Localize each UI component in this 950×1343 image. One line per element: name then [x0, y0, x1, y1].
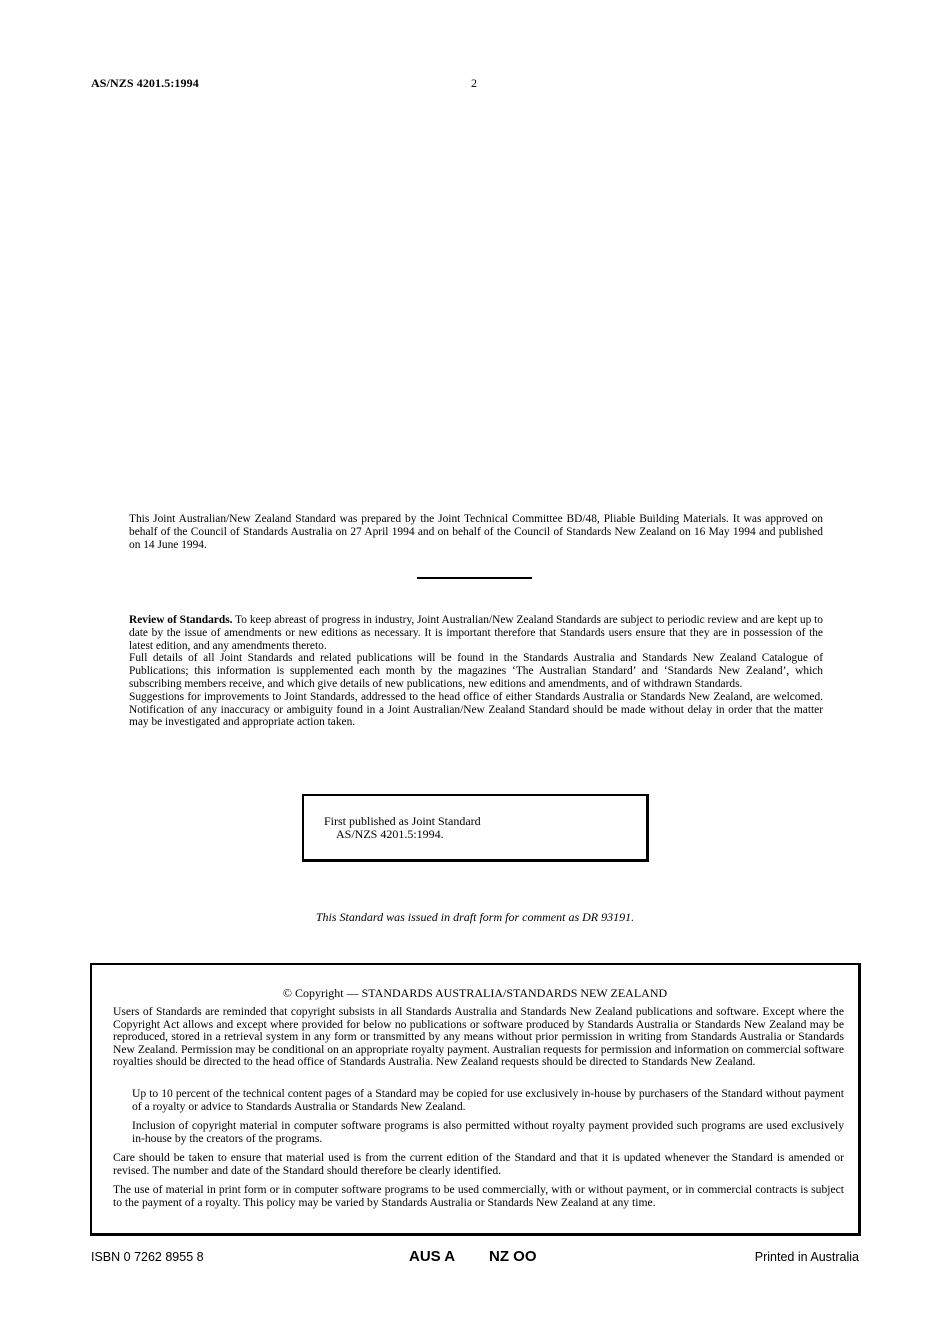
review-paragraph-3: Suggestions for improvements to Joint Standards, addressed to the head office of either Standards Australia or Standards New Zealand, are welcomed. Notification of any inaccuracy or ambiguity found in a Joint Australian/New Zealand Standard should be made without delay in order that the matter may be investigated and appropriate action taken.: [129, 690, 823, 729]
price-group-aus: AUS A: [409, 1248, 456, 1265]
draft-note: This Standard was issued in draft form for comment as DR 93191.: [315, 910, 635, 924]
first-published-line-1: First published as Joint Standard: [324, 814, 481, 828]
review-paragraph-1: [129, 614, 823, 652]
isbn: ISBN 0 7262 8955 8: [91, 1250, 204, 1264]
review-paragraph-2: Full details of all Joint Standards and related publications will be found in the Standards Australia and Standards New Zealand Catalogue of Publications; this information is supplemented each month by the magazines ‘The Australian Standard’ and ‘Standards New Zealand’, which subscribing members receive, and which give details of new publications, new editions and amendments, and of withdrawn Standards.: [129, 652, 823, 690]
copyright-paragraph-4: Care should be taken to ensure that material used is from the current edition of the Standard and that it is updated whenever the Standard is amended or revised. The number and date of the Standard should therefore be clearly identified.: [113, 1151, 844, 1177]
review-heading: Review of Standards.: [129, 614, 233, 626]
review-of-standards-section: [129, 614, 823, 729]
preparation-statement: This Joint Australian/New Zealand Standard was prepared by the Joint Technical Committee BD/48, Pliable Building Materials. It was approved on behalf of the Council of Standards Australia on 27 April 1994 and on behalf of the Council of Standards New Zealand on 16 May 1994 and published on 14 June 1994.: [129, 513, 823, 551]
standard-id-header: AS/NZS 4201.5:1994: [91, 76, 199, 90]
copyright-paragraph-2: Up to 10 percent of the technical content pages of a Standard may be copied for use exclusively in-house by purchasers of the Standard without payment of a royalty or advice to Standards Australia or Standards New Zealand.: [132, 1087, 844, 1113]
first-published-line-2: AS/NZS 4201.5:1994.: [336, 827, 444, 841]
printed-in: Printed in Australia: [754, 1250, 859, 1264]
review-paragraph-1-text: To keep abreast of progress in industry, Joint Australian/New Zealand Standards are subject to periodic review and are kept up to date by the issue of amendments or new editions as necessary. It is important therefore that Standards users ensure that they are in possession of the latest edition, and any amendments thereto.: [129, 614, 823, 652]
copyright-paragraph-5: The use of material in print form or in computer software programs to be used commercially, with or without payment, or in commercial contracts is subject to the payment of a royalty. This policy may be varied by Standards Australia or Standards New Zealand at any time.: [113, 1183, 844, 1209]
copyright-paragraph-1: Users of Standards are reminded that copyright subsists in all Standards Australia and Standards New Zealand publications and software. Except where the Copyright Act allows and except where provided for below no publications or software produced by Standards Australia or Standards New Zealand may be reproduced, stored in a retrieval system in any form or transmitted by any means without prior permission in writing from Standards Australia or Standards New Zealand. Permission may be conditional on an appropriate royalty payment. Australian requests for permission and information on commercial software royalties should be directed to the head office of Standards Australia. New Zealand requests should be directed to Standards New Zealand.: [113, 1005, 844, 1069]
copyright-box: [90, 963, 861, 1236]
section-divider: [417, 577, 532, 579]
price-group-nz: NZ OO: [489, 1248, 537, 1265]
copyright-paragraph-3: Inclusion of copyright material in computer software programs is also permitted without royalty payment provided such programs are used exclusively in-house by the creators of the programs.: [132, 1119, 844, 1145]
copyright-title: © Copyright — STANDARDS AUSTRALIA/STANDARDS NEW ZEALAND: [282, 986, 668, 1000]
first-published-box: [302, 794, 649, 862]
page-number: 2: [471, 76, 477, 90]
